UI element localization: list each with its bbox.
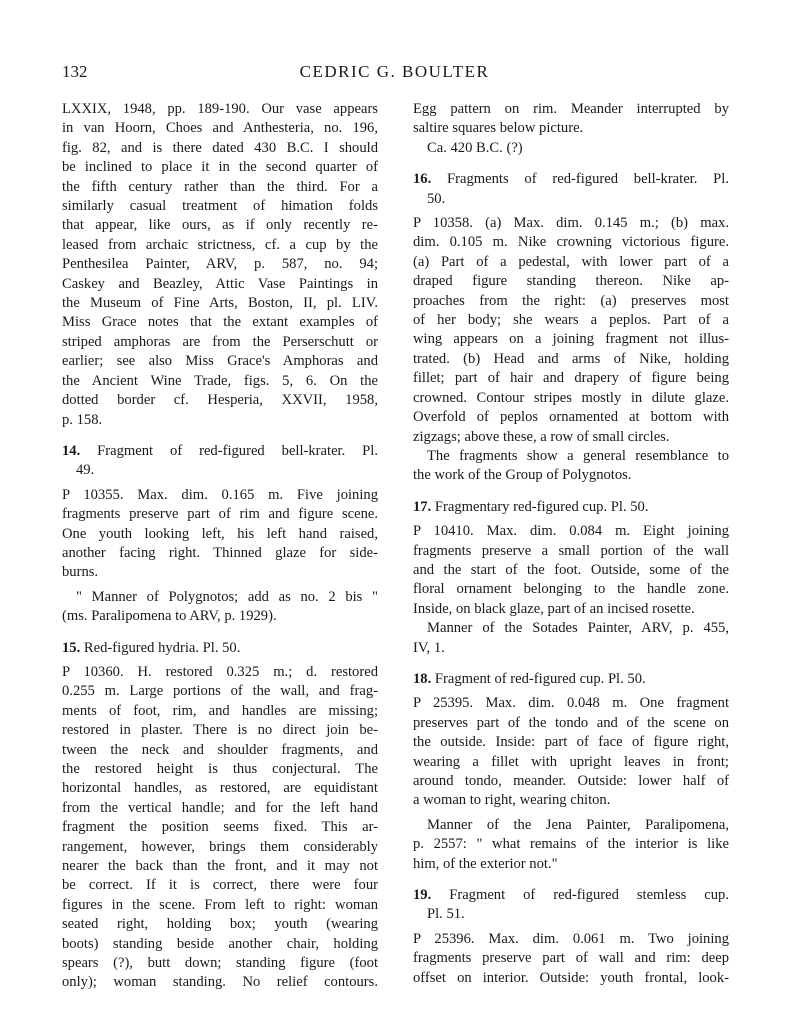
text-line: Manner of the Sotades Painter, ARV, p. 455, xyxy=(427,620,729,637)
text-line: fragment the position seems fixed. This ar- xyxy=(62,819,378,836)
entry-title: Fragment of red-figured bell-krater. Pl. xyxy=(97,442,378,459)
text-line: seated right, holding box; youth (wearing xyxy=(62,916,378,933)
text-line: be inclined to place it in the second quarter of xyxy=(62,159,378,176)
text-line: (ms. Paralipomena to ARV, p. 1929). xyxy=(62,608,277,625)
text-line: restored in plaster. There is no direct join be- xyxy=(62,722,378,739)
text-line: IV, 1. xyxy=(413,639,445,656)
text-line: Caskey and Beazley, Attic Vase Paintings in xyxy=(62,275,378,292)
entry-number: 16. xyxy=(413,171,432,188)
text-line: dotted border cf. Hesperia, XXVII, 1958, xyxy=(62,392,378,409)
text-line: similarly casual treatment of himation folds xyxy=(62,198,378,215)
text-line: horizontal handles, as restored, are equidistant xyxy=(62,780,378,797)
text-line: figures in the scene. From left to right: woman xyxy=(62,896,378,913)
text-line: Pl. 51. xyxy=(427,906,465,923)
entry-number: 17. xyxy=(413,498,432,515)
text-line: 0.255 m. Large portions of the wall, and frag- xyxy=(62,683,378,700)
text-line: draped figure standing thereon. Nike ap- xyxy=(413,273,729,290)
text-line: Ca. 420 B.C. (?) xyxy=(427,139,523,156)
text-line: wing appears on a joining fragment not illus- xyxy=(413,331,729,348)
text-line: trated. (b) Head and arms of Nike, holding xyxy=(413,350,729,367)
text-line: spears (?), butt down; standing figure (foot xyxy=(62,955,378,972)
text-line: be correct. If it is correct, there were four xyxy=(62,877,378,894)
text-line: P 25396. Max. dim. 0.061 m. Two joining xyxy=(413,930,729,947)
text-line: P 10355. Max. dim. 0.165 m. Five joining xyxy=(62,486,378,503)
text-line: P 10410. Max. dim. 0.084 m. Eight joining xyxy=(413,523,729,540)
text-line: the fifth century rather than the third. For a xyxy=(62,178,378,195)
text-line: earlier; see also Miss Grace's Amphoras and xyxy=(62,353,378,370)
text-line: Miss Grace notes that the extant examples of xyxy=(62,314,378,331)
text-line: wearing a fillet with upright leaves in front; xyxy=(413,753,729,770)
text-line: and the start of the foot. Outside, some of the xyxy=(413,561,729,578)
text-line: ments of foot, rim, and handles are missing; xyxy=(62,702,378,719)
text-line: boots) standing beside another chair, holding xyxy=(62,935,378,952)
text-line: " Manner of Polygnotos; add as no. 2 bis " xyxy=(76,588,378,605)
entry-title: Fragment of red-figured cup. Pl. 50. xyxy=(434,670,646,687)
text-line: p. 158. xyxy=(62,411,103,428)
text-line: of her body; she wears a peplos. Part of a xyxy=(413,312,729,329)
entry-heading xyxy=(62,639,378,658)
entry-heading xyxy=(62,442,378,461)
entry-number: 19. xyxy=(413,887,432,904)
entry-heading xyxy=(413,886,729,905)
page-header xyxy=(0,62,789,84)
running-title: CEDRIC G. BOULTER xyxy=(299,62,490,81)
text-line: striped amphoras are from the Perserschutt or xyxy=(62,333,378,350)
text-line: Penthesilea Painter, ARV, p. 587, no. 94; xyxy=(62,256,378,273)
text-line: Overfold of peplos ornamented at bottom with xyxy=(413,409,729,426)
text-line: tween the neck and shoulder fragments, and xyxy=(62,741,378,758)
text-line: crowned. Contour stripes mostly in dilute glaze. xyxy=(413,389,729,406)
text-line: The fragments show a general resemblance to xyxy=(427,447,729,464)
text-line: the work of the Group of Polygnotos. xyxy=(413,467,632,484)
text-line: 50. xyxy=(427,190,446,207)
text-line: around tondo, meander. Outside: lower half of xyxy=(413,773,729,789)
text-line: only); woman standing. No relief contours. xyxy=(62,974,378,991)
text-line: 49. xyxy=(76,462,95,479)
text-line: a woman to right, wearing chiton. xyxy=(413,792,611,809)
entry-title: Fragmentary red-figured cup. Pl. 50. xyxy=(434,498,649,515)
text-line: p. 2557: " what remains of the interior is like xyxy=(413,836,729,853)
text-line: Egg pattern on rim. Meander interrupted by xyxy=(413,101,729,117)
text-line: proaches from the right: (a) preserves most xyxy=(413,292,729,309)
text-line: fragments preserve a small portion of the wall xyxy=(413,542,729,559)
text-line: offset on interior. Outside: youth frontal, look- xyxy=(413,969,729,986)
entry-number: 15. xyxy=(62,639,81,656)
text-line: P 10360. H. restored 0.325 m.; d. restored xyxy=(62,663,378,680)
text-line: (a) Part of a pedestal, with lower part of a xyxy=(413,253,729,270)
text-line: floral ornament belonging to the handle zone. xyxy=(413,581,729,598)
text-line: dim. 0.105 m. Nike crowning victorious figure. xyxy=(413,234,729,251)
entry-heading xyxy=(413,498,729,517)
entry-heading xyxy=(413,670,729,689)
text-line: preserves part of the tondo and of the scene on xyxy=(413,714,729,731)
entry-title: Fragment of red-figured stemless cup. xyxy=(449,887,729,904)
text-line: One youth looking left, his left hand raised, xyxy=(62,525,378,542)
text-line: the Ancient Wine Trade, figs. 5, 6. On the xyxy=(62,372,378,389)
text-line: the restored height is thus conjectural. The xyxy=(62,761,378,777)
text-line: rangement, however, brings them considerably xyxy=(62,838,378,855)
text-line: leased from archaic strictness, cf. a cup by the xyxy=(62,236,378,253)
text-line: burns. xyxy=(62,564,99,581)
left-column xyxy=(62,100,378,993)
text-line: P 25395. Max. dim. 0.048 m. One fragment xyxy=(413,695,729,712)
entry-number: 18. xyxy=(413,670,432,687)
text-line: him, of the exterior not." xyxy=(413,855,558,872)
text-line: LXXIX, 1948, pp. 189-190. Our vase appears xyxy=(62,101,378,117)
text-line: nearer the back than the front, and it may not xyxy=(62,858,378,875)
entry-heading xyxy=(413,170,729,189)
text-line: fragments preserve part of rim and figure scene. xyxy=(62,506,378,523)
text-line: Manner of the Jena Painter, Paralipomena, xyxy=(427,816,729,833)
right-column xyxy=(413,100,729,988)
text-line: fig. 82, and is there dated 430 B.C. I should xyxy=(62,139,378,156)
text-line: the Museum of Fine Arts, Boston, II, pl. LIV. xyxy=(62,295,378,312)
text-line: fillet; part of hair and drapery of figure being xyxy=(413,370,729,387)
text-line: from the vertical handle; and for the left hand xyxy=(62,799,378,816)
text-line: saltire squares below picture. xyxy=(413,120,584,137)
text-line: zigzags; above these, a row of small circles. xyxy=(413,428,670,445)
text-line: the outside. Inside: part of face of figure right, xyxy=(413,734,729,751)
page-number: 132 xyxy=(62,62,88,81)
text-line: in van Hoorn, Choes and Anthesteria, no. 196, xyxy=(62,120,378,137)
text-line: Inside, on black glaze, part of an incised rosette. xyxy=(413,600,695,617)
text-line: fragments preserve part of wall and rim: deep xyxy=(413,950,729,967)
text-line: P 10358. (a) Max. dim. 0.145 m.; (b) max. xyxy=(413,215,729,232)
text-line: another facing right. Thinned glaze for side- xyxy=(62,544,378,561)
entry-title: Fragments of red-figured bell-krater. Pl. xyxy=(447,171,729,188)
text-line: that appear, like ours, as if only recently re- xyxy=(62,217,378,234)
entry-number: 14. xyxy=(62,442,81,459)
entry-title: Red-figured hydria. Pl. 50. xyxy=(83,639,241,656)
